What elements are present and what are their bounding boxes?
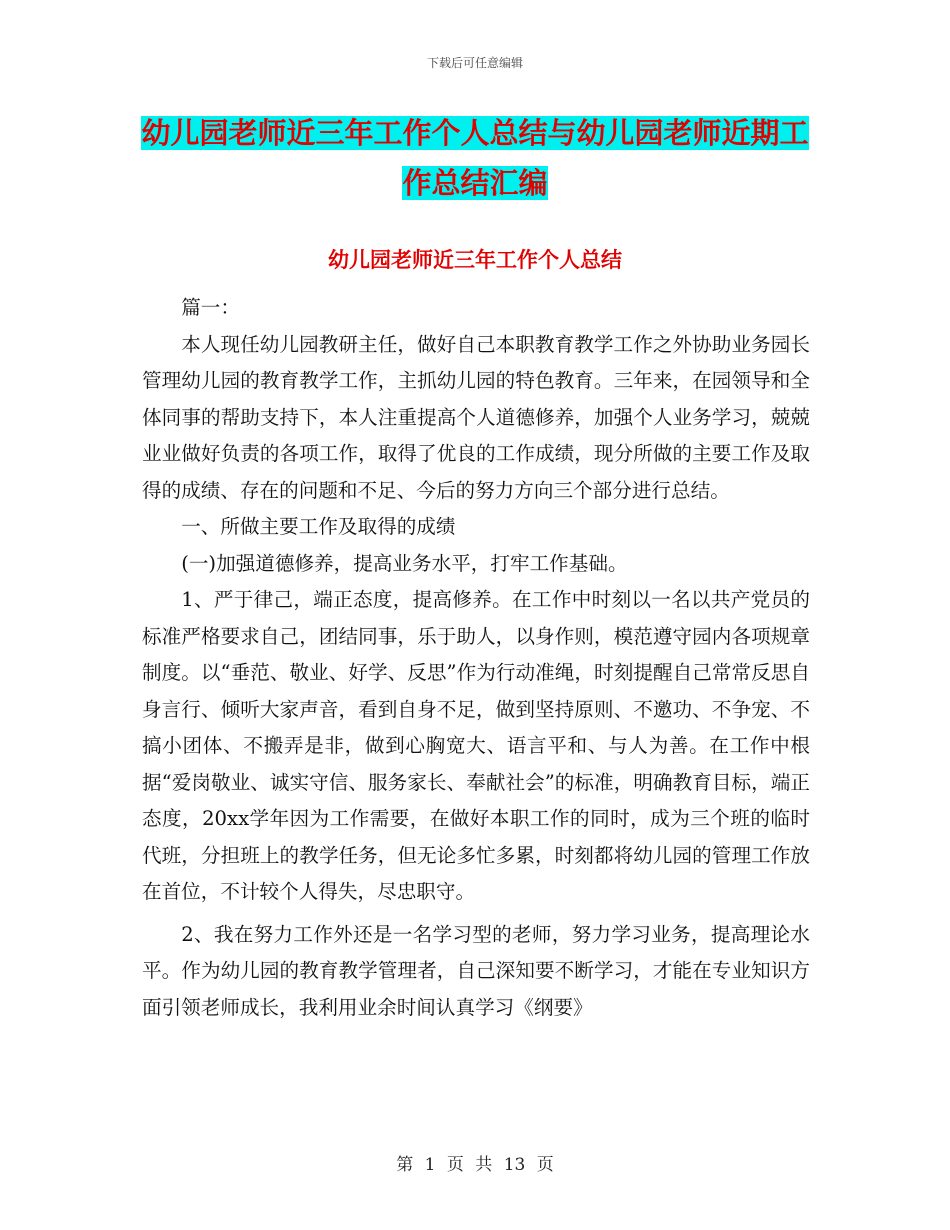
document-title xyxy=(140,108,810,208)
section-title: 幼儿园老师近三年工作个人总结 xyxy=(328,248,622,272)
paragraph-heading-1: 一、所做主要工作及取得的成绩 xyxy=(181,515,456,538)
document-title-line-1: 幼儿园老师近三年工作个人总结与幼儿园老师近期工 xyxy=(141,116,809,150)
paragraph-item-1: 1、严于律己，端正态度，提高修养。在工作中时刻以一名以共产党员的标准严格要求自己，团结同事，乐于助人，以身作则，模范遵守园内各项规章制度。以“垂范、敬业、好学、反思”作为行动准绳，时刻提醒自己常常反思自身言行、倾听大家声音，看到自身不足，做到坚持原则、不邀功、不争宠、不搞小团体、不搬弄是非，做到心胸宽大、语言平和、与人为善。在工作中根据“爱岗敬业、诚实守信、服务家长、奉献社会”的标准，明确教育目标，端正态度，20xx学年因为工作需要，在做好本职工作的同时，成为三个班的临时代班，分担班上的教学任务，但无论多忙多累，时刻都将幼儿园的管理工作放在首位，不计较个人得失，尽忠职守。 xyxy=(142,588,810,903)
paragraph-item-2: 2、我在努力工作外还是一名学习型的老师，努力学习业务，提高理论水平。作为幼儿园的教育教学管理者，自己深知要不断学习，才能在专业知识方面引领老师成长，我利用业余时间认真学习《纲要》 xyxy=(142,922,810,1019)
document-title-line-2: 作总结汇编 xyxy=(402,166,548,200)
paragraph-subheading-1: (一)加强道德修养，提高业务水平，打牢工作基础。 xyxy=(181,551,628,575)
page-footer-number: 第 1 页 共 13 页 xyxy=(396,1155,554,1175)
page-header-note: 下载后可任意编辑 xyxy=(426,56,523,70)
document-body xyxy=(142,290,810,1026)
paragraph-intro: 本人现任幼儿园教研主任，做好自己本职教育教学工作之外协助业务园长管理幼儿园的教育教学工作，主抓幼儿园的特色教育。三年来，在园领导和全体同事的帮助支持下，本人注重提高个人道德修养，加强个人业务学习，兢兢业业做好负责的各项工作，取得了优良的工作成绩，现分所做的主要工作及取得的成绩、存在的问题和不足、今后的努力方向三个部分进行总结。 xyxy=(142,332,810,502)
paragraph-part-label: 篇一： xyxy=(181,296,240,319)
